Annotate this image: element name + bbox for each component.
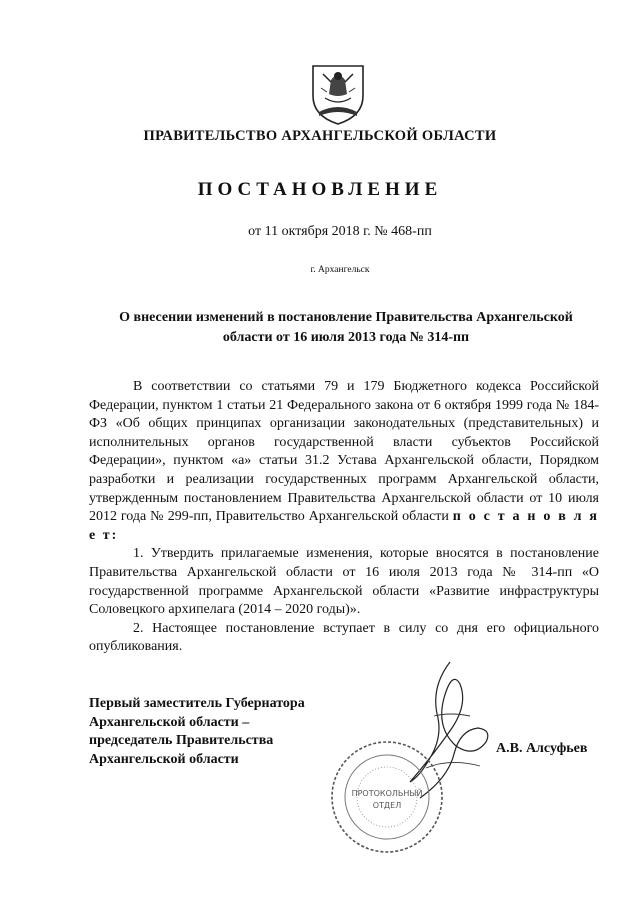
- item-2-paragraph: 2. Настоящее постановление вступает в силу со дня его официального опубликования.: [89, 620, 599, 655]
- item-1-paragraph: 1. Утвердить прилагаемые изменения, которые вносятся в постановление Правительства Архангельской области от 16 июля 2013 года № 314-пп «О государственной программе Архангельской области «Развитие инфраструктуры Соловецкого архипелага (2014 – 2020 годы)».: [89, 546, 599, 618]
- preamble-paragraph: [89, 378, 599, 545]
- document-type-title: ПОСТАНОВЛЕНИЕ: [197, 179, 443, 200]
- svg-text:ОТДЕЛ: ОТДЕЛ: [372, 801, 402, 810]
- document-body: [89, 378, 599, 657]
- svg-text:ПРОТОКОЛЬНЫЙ: ПРОТОКОЛЬНЫЙ: [351, 789, 423, 798]
- coat-of-arms-emblem: [309, 62, 367, 126]
- official-stamp: [328, 738, 446, 856]
- signatory-name: А.В. Алсуфьев: [496, 741, 588, 756]
- signatory-line-3: председатель Правительства: [89, 733, 274, 748]
- document-subject: [96, 308, 596, 348]
- preamble-text: В соответствии со статьями 79 и 179 Бюджетного кодекса Российской Федерации, пунктом 1 статьи 21 Федерального закона от 6 октября 1999 года № 184-ФЗ «Об общих принципах организации законодательных (представительных) и исполнительных органов государственной власти субъектов Российской Федерации», пунктом «а» статьи 31.2 Устава Архангельской области, Порядком разработки и реализации государственных программ Архангельской области, утвержденным постановлением Правительства Архангельской области от 10 июля 2012 года № 299-пп, Правительство Архангельской области: [89, 379, 599, 525]
- signatory-position: [89, 695, 305, 769]
- document-city: г. Архангельск: [310, 265, 370, 275]
- signatory-line-1: Первый заместитель Губернатора: [89, 696, 305, 711]
- signatory-line-2: Архангельской области –: [89, 714, 250, 730]
- subject-line-2: области от 16 июля 2013 года № 314-пп: [222, 330, 470, 345]
- government-name: ПРАВИТЕЛЬСТВО АРХАНГЕЛЬСКОЙ ОБЛАСТИ: [143, 128, 497, 144]
- resolves-text: п о с т а н о в л я е т:: [89, 509, 599, 543]
- subject-line-1: О внесении изменений в постановление Правительства Архангельской: [119, 310, 573, 325]
- signatory-line-4: Архангельской области: [89, 751, 239, 767]
- document-date-number: от 11 октября 2018 г. № 468-пп: [248, 224, 432, 239]
